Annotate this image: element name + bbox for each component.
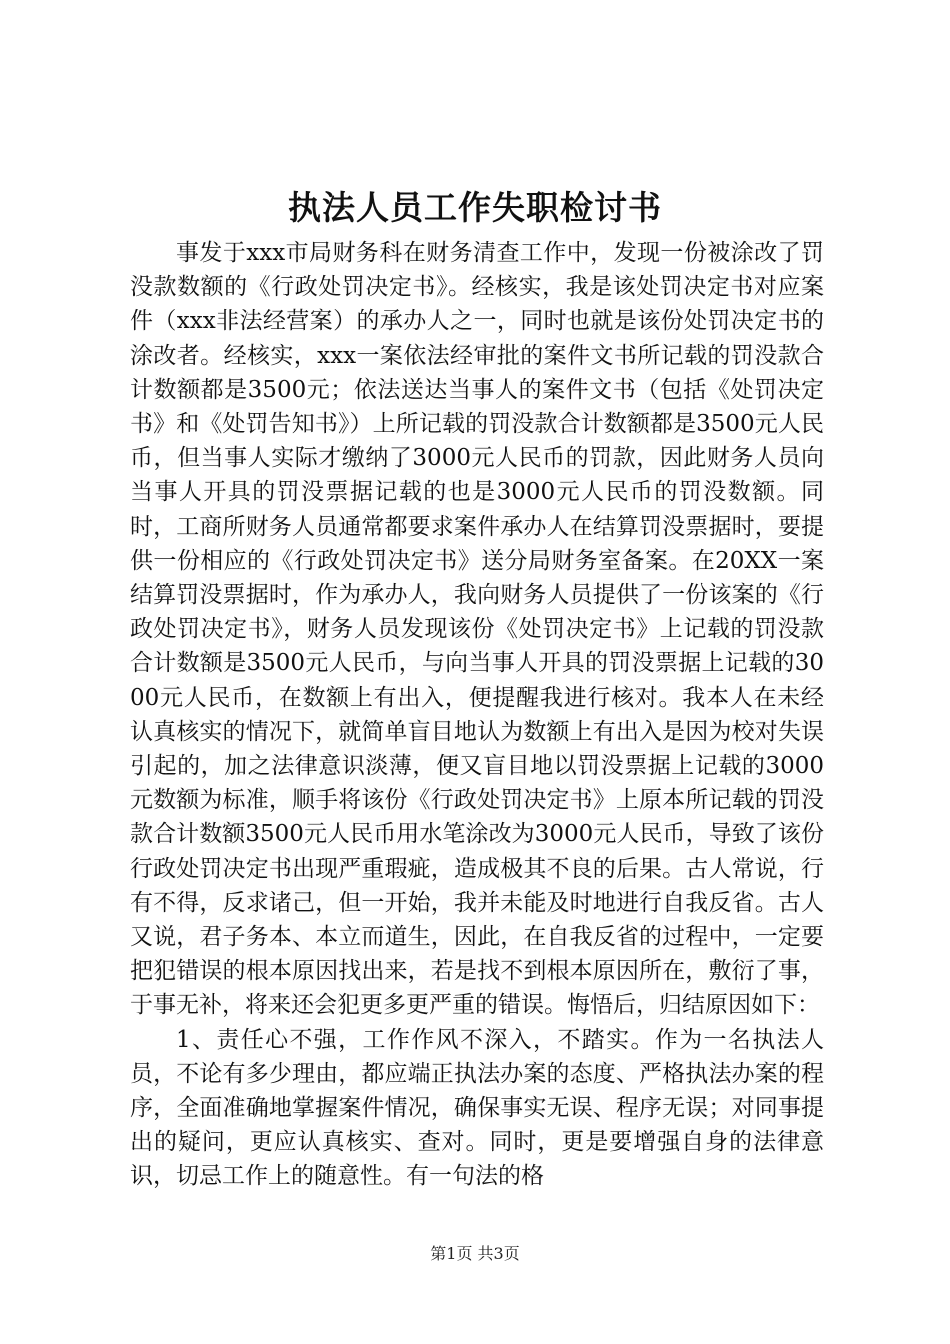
- body-paragraph: 1、责任心不强，工作作风不深入，不踏实。作为一名执法人员，不论有多少理由，都应端正执法办案的态度、严格执法办案的程序，全面准确地掌握案件情况，确保事实无误、程序无误；对同事提出的疑问，更应认真核实、查对。同时，更是要增强自身的法律意识，切忌工作上的随意性。有一句法的格: [130, 1026, 824, 1190]
- body-paragraph: 事发于xxx市局财务科在财务清查工作中，发现一份被涂改了罚没款数额的《行政处罚决定书》。经核实，我是该处罚决定书对应案件（xxx非法经营案）的承办人之一，同时也就是该份处罚决定书的涂改者。经核实，xxx一案依法经审批的案件文书所记载的罚没款合计数额都是3500元；依法送达当事人的案件文书（包括《处罚决定书》和《处罚告知书》）上所记载的罚没款合计数额都是3500元人民币，但当事人实际才缴纳了3000元人民币的罚款，因此财务人员向当事人开具的罚没票据记载的也是3000元人民币的罚没数额。同时，工商所财务人员通常都要求案件承办人在结算罚没票据时，要提供一份相应的《行政处罚决定书》送分局财务室备案。在20XX一案结算罚没票据时，作为承办人，我向财务人员提供了一份该案的《行政处罚决定书》，财务人员发现该份《处罚决定书》上记载的罚没款合计数额是3500元人民币，与向当事人开具的罚没票据上记载的3000元人民币，在数额上有出入，便提醒我进行核对。我本人在未经认真核实的情况下，就简单盲目地认为数额上有出入是因为校对失误引起的，加之法律意识淡薄，便又盲目地以罚没票据上记载的3000元数额为标准，顺手将该份《行政处罚决定书》上原本所记载的罚没款合计数额3500元人民币用水笔涂改为3000元人民币，导致了该份行政处罚决定书出现严重瑕疵，造成极其不良的后果。古人常说，行有不得，反求诸己，但一开始，我并未能及时地进行自我反省。古人又说，君子务本、本立而道生，因此，在自我反省的过程中，一定要把犯错误的根本原因找出来，若是找不到根本原因所在，敷衍了事，于事无补，将来还会犯更多更严重的错误。悔悟后，归结原因如下：: [130, 240, 824, 1019]
- page-title: 执法人员工作失职检讨书: [288, 188, 662, 227]
- page-number: 第1页 共3页: [430, 1244, 520, 1263]
- document-body: [130, 236, 824, 1194]
